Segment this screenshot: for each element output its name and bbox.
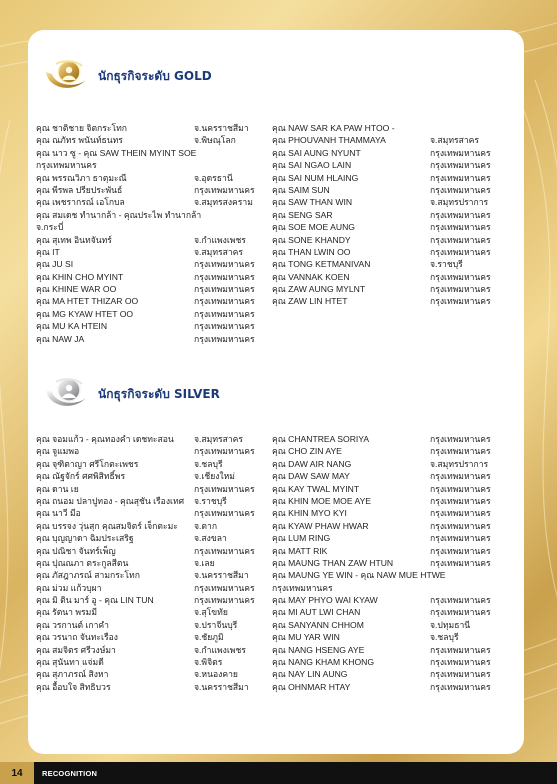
member-name: คุณ IT	[36, 246, 60, 257]
member-name: คุณ พรรณวิภา ธาตุมะณี	[36, 172, 127, 183]
silver-section-header	[42, 376, 220, 412]
member-province: จ.กำแพงเพชร	[194, 234, 246, 245]
list-item	[36, 606, 255, 618]
member-name: คุณ LUM RING	[272, 533, 331, 544]
member-name: คุณ ณภัทร พนันท์ธนทร	[36, 135, 123, 146]
member-province: กรุงเทพมหานคร	[194, 321, 255, 332]
list-item	[272, 606, 491, 618]
list-item	[272, 594, 491, 606]
member-province: กรุงเทพมหานคร	[430, 434, 491, 444]
list-item	[272, 246, 491, 258]
list-item	[36, 172, 255, 184]
member-province: จ.ราชบุรี	[194, 495, 227, 506]
member-name: คุณ ชาติชาย จิตกระโทก	[36, 123, 127, 133]
member-name: คุณ รัตนา พรมมี	[36, 607, 98, 618]
list-item	[36, 545, 255, 557]
list-item	[272, 644, 491, 656]
member-province: จ.พิจิตร	[194, 657, 223, 668]
member-province: กรุงเทพมหานคร	[430, 160, 491, 171]
member-name: คุณ THAN LWIN OO	[272, 246, 351, 257]
member-name: คุณ MAY PHYO WAI KYAW	[272, 595, 378, 606]
member-name: คุณ สุภาภรณ์ สิงหา	[36, 669, 109, 680]
member-province: กรุงเทพมหานคร	[430, 271, 491, 282]
member-province: กรุงเทพมหานคร	[430, 446, 491, 457]
member-name: คุณ วรนาถ จันทะเรือง	[36, 632, 118, 643]
list-item	[36, 134, 255, 146]
member-name: คุณ CHANTREA SORIYA	[272, 434, 370, 444]
list-item	[272, 258, 491, 270]
member-name: คุณ MAUNG YE WIN - คุณ NAW MUE HTWE	[272, 570, 446, 581]
member-province: กรุงเทพมหานคร	[430, 234, 491, 245]
member-name: คุณ MATT RIK	[272, 545, 328, 556]
member-name: คุณ พีรพล ปรียประพันธ์	[36, 184, 123, 195]
member-province: กรุงเทพมหานคร	[430, 533, 491, 544]
list-item	[36, 458, 255, 470]
member-province: จ.สุโขทัย	[194, 607, 228, 618]
list-item	[272, 184, 491, 196]
list-item	[272, 445, 491, 457]
member-province: กรุงเทพมหานคร	[430, 644, 491, 655]
member-province: จ.ราชบุรี	[430, 259, 463, 270]
member-name: คุณ KYAW PHAW HWAR	[272, 520, 369, 531]
member-name: คุณ MAUNG THAN ZAW HTUN	[272, 557, 394, 568]
list-item	[36, 681, 255, 693]
list-item	[36, 668, 255, 680]
member-name: คุณ KHIN MOE MOE AYE	[272, 495, 372, 506]
member-province: กรุงเทพมหานคร	[430, 184, 491, 195]
silver-left-list	[36, 433, 255, 693]
member-province: กรุงเทพมหานคร	[430, 483, 491, 494]
member-province: กรุงเทพมหานคร	[194, 184, 255, 195]
member-name: คุณ MU YAR WIN	[272, 632, 340, 643]
list-item	[272, 569, 491, 581]
member-name: คุณ CHO ZIN AYE	[272, 446, 342, 457]
member-name: คุณ NAW SAR KA PAW HTOO -	[272, 123, 395, 133]
member-province: กรุงเทพมหานคร	[194, 446, 255, 457]
list-item	[272, 532, 491, 544]
member-province: จ.อุดรธานี	[194, 172, 233, 183]
member-province: กรุงเทพมหานคร	[430, 595, 491, 606]
member-name: คุณ KHIN CHO MYINT	[36, 271, 124, 282]
member-province: จ.กำแพงเพชร	[194, 644, 246, 655]
member-province: กรุงเทพมหานคร	[194, 508, 255, 519]
gold-section-title: นักธุรกิจระดับ GOLD	[98, 68, 212, 83]
footer-label: RECOGNITION	[42, 768, 98, 778]
list-item	[36, 644, 255, 656]
list-item	[272, 656, 491, 668]
member-name: คุณ OHNMAR HTAY	[272, 681, 351, 692]
list-item	[272, 147, 491, 159]
member-name: คุณ NAY LIN AUNG	[272, 669, 348, 680]
member-province: จ.สมุทรปราการ	[430, 197, 489, 208]
member-province: จ.ชลบุรี	[430, 632, 459, 643]
list-item	[36, 234, 255, 246]
list-item	[36, 507, 255, 519]
list-item	[272, 470, 491, 482]
list-item	[272, 520, 491, 532]
member-province: กรุงเทพมหานคร	[430, 657, 491, 668]
member-province: กรุงเทพมหานคร	[430, 508, 491, 519]
member-province: กรุงเทพมหานคร	[194, 259, 255, 270]
member-name: คุณ เพชรากรณ์ เอโกบล	[36, 197, 125, 208]
member-name: คุณ SAI NGAO LAIN	[272, 160, 352, 171]
member-name: คุณ SANYANN CHHOM	[272, 619, 364, 630]
list-item	[272, 196, 491, 208]
member-province: กรุงเทพมหานคร	[430, 557, 491, 568]
member-name: คุณ MA HTET THIZAR OO	[36, 296, 139, 307]
list-item	[272, 234, 491, 246]
list-item	[36, 308, 255, 320]
member-name: คุณ ม่วม แก้วบุผา	[36, 582, 102, 593]
member-province: กรุงเทพมหานคร	[430, 681, 491, 692]
list-item	[36, 557, 255, 569]
member-name: คุณ KHINE WAR OO	[36, 284, 117, 295]
member-name: คุณ ZAW AUNG MYLNT	[272, 284, 366, 295]
list-item	[36, 209, 255, 221]
member-name: คุณ SAW THAN WIN	[272, 197, 353, 208]
member-name: คุณ สุเทพ อินทจันทร์	[36, 234, 112, 245]
list-item	[272, 495, 491, 507]
list-item	[36, 246, 255, 258]
member-province: กรุงเทพมหานคร	[194, 308, 255, 319]
list-item	[272, 582, 491, 594]
member-province: จ.เชียงใหม่	[194, 471, 235, 482]
member-name: คุณ จูแมพอ	[36, 446, 80, 457]
member-name: คุณ KAY TWAL MYINT	[272, 483, 360, 494]
silver-section-title: นักธุรกิจระดับ SILVER	[98, 386, 220, 401]
member-province: จ.สมุทรสาคร	[194, 434, 244, 444]
list-item	[36, 184, 255, 196]
list-item	[36, 159, 255, 171]
member-name: คุณ บรรจง วุ่นสุก คุณสมจิตร์ เจ็กตะมะ	[36, 520, 178, 531]
list-item	[272, 545, 491, 557]
member-name: คุณ มิ ติน มาร์ อู - คุณ LIN TUN	[36, 595, 154, 606]
member-name: คุณ ZAW LIN HTET	[272, 296, 348, 307]
member-name: คุณ PHOUVANH THAMMAYA	[272, 135, 386, 146]
list-item	[272, 631, 491, 643]
page-number: 14	[0, 762, 34, 784]
member-name: คุณ ถนอม ปลาปูทอง - คุณสุชัน เรืองเทศ	[36, 495, 185, 506]
member-province: จ.ชัยภูมิ	[194, 632, 224, 643]
member-province: จ.พิษณุโลก	[194, 135, 236, 146]
list-item	[36, 631, 255, 643]
list-item	[36, 594, 255, 606]
member-province: กรุงเทพมหานคร	[430, 222, 491, 233]
member-name: คุณ NAW JA	[36, 333, 85, 344]
member-province: จ.สมุทรสาคร	[430, 135, 480, 146]
list-item	[272, 271, 491, 283]
member-province: กรุงเทพมหานคร	[194, 271, 255, 282]
list-item	[272, 433, 491, 445]
silver-right-list	[272, 433, 491, 693]
list-item	[36, 582, 255, 594]
list-item	[36, 483, 255, 495]
list-item	[272, 668, 491, 680]
list-item	[272, 122, 491, 134]
member-name: คุณ อื้อบใจ สิทธิบวร	[36, 681, 111, 692]
list-item	[272, 209, 491, 221]
member-name: คุณ VANNAK KOEN	[272, 271, 350, 282]
member-province: กรุงเทพมหานคร	[430, 284, 491, 295]
member-province: จ.นครราชสีมา	[194, 570, 249, 581]
member-name: คุณ SOE MOE AUNG	[272, 222, 355, 233]
member-province: กรุงเทพมหานคร	[430, 296, 491, 307]
member-province: กรุงเทพมหานคร	[430, 471, 491, 482]
member-name: คุณ SAI AUNG NYUNT	[272, 147, 361, 158]
list-item	[36, 122, 255, 134]
member-name: คุณ จอมแก้ว - คุณทองคำ เดชทะสอน	[36, 434, 174, 444]
list-item	[272, 221, 491, 233]
list-item	[36, 532, 255, 544]
member-province: จ.นครราชสีมา	[194, 123, 249, 133]
member-province: กรุงเทพมหานคร	[430, 545, 491, 556]
member-province: กรุงเทพมหานคร	[430, 520, 491, 531]
member-name: คุณ DAW SAW MAY	[272, 471, 350, 482]
member-name: คุณ NANG HSENG AYE	[272, 644, 365, 655]
member-name: กรุงเทพมหานคร	[36, 160, 97, 171]
member-province: จ.สมุทรสาคร	[194, 246, 244, 257]
list-item	[36, 495, 255, 507]
list-item	[36, 258, 255, 270]
list-item	[36, 295, 255, 307]
member-name: กรุงเทพมหานคร	[272, 582, 333, 593]
member-province: กรุงเทพมหานคร	[430, 209, 491, 220]
gold-section-header	[42, 58, 212, 94]
member-province: กรุงเทพมหานคร	[194, 284, 255, 295]
member-name: คุณ DAW AIR NANG	[272, 458, 352, 469]
member-province: กรุงเทพมหานคร	[194, 296, 255, 307]
member-province: จ.ปทุมธานี	[430, 619, 471, 630]
list-item	[272, 172, 491, 184]
gold-right-list	[272, 122, 491, 308]
list-item	[36, 196, 255, 208]
list-item	[36, 470, 255, 482]
list-item	[36, 333, 255, 345]
list-item	[272, 681, 491, 693]
member-name: คุณ สุนันทา แจ่มดี	[36, 657, 104, 668]
silver-medal-icon	[42, 376, 94, 412]
list-item	[272, 619, 491, 631]
member-province: จ.หนองคาย	[194, 669, 238, 680]
member-province: จ.นครราชสีมา	[194, 681, 249, 692]
member-name: คุณ ปณิชา จันทร์เพ็ญ	[36, 545, 116, 556]
member-name: คุณ JU SI	[36, 259, 74, 270]
member-province: กรุงเทพมหานคร	[194, 333, 255, 344]
list-item	[36, 221, 255, 233]
list-item	[272, 507, 491, 519]
list-item	[272, 557, 491, 569]
member-name: คุณ TONG KETMANIVAN	[272, 259, 371, 270]
member-province: กรุงเทพมหานคร	[430, 246, 491, 257]
list-item	[36, 520, 255, 532]
member-name: คุณ จุฑิตาญา ศรีโกตะเพชร	[36, 458, 139, 469]
member-province: จ.สมุทรสงคราม	[194, 197, 253, 208]
list-item	[36, 656, 255, 668]
member-province: กรุงเทพมหานคร	[430, 607, 491, 618]
list-item	[272, 134, 491, 146]
member-name: จ.กระบี่	[36, 222, 64, 233]
member-name: คุณ นาว ซู - คุณ SAW THEIN MYINT SOE	[36, 147, 197, 158]
member-name: คุณ วรกานต์ เกาคำ	[36, 619, 109, 630]
member-province: จ.ชลบุรี	[194, 458, 223, 469]
list-item	[36, 283, 255, 295]
list-item	[36, 271, 255, 283]
member-name: คุณ SENG SAR	[272, 209, 333, 220]
member-province: จ.สงขลา	[194, 533, 227, 544]
member-province: จ.ปราจีนบุรี	[194, 619, 238, 630]
member-province: จ.เลย	[194, 557, 215, 568]
member-name: คุณ SONE KHANDY	[272, 234, 351, 245]
member-name: คุณ KHIN MYO KYI	[272, 508, 347, 519]
member-name: คุณ MG KYAW HTET OO	[36, 308, 134, 319]
list-item	[36, 445, 255, 457]
list-item	[272, 159, 491, 171]
member-name: คุณ ปุณณภา ตระกูลสีตน	[36, 557, 129, 568]
member-name: คุณ MI AUT LWI CHAN	[272, 607, 361, 618]
list-item	[36, 320, 255, 332]
member-province: กรุงเทพมหานคร	[194, 582, 255, 593]
list-item	[36, 569, 255, 581]
member-name: คุณ NANG KHAM KHONG	[272, 657, 375, 668]
gold-left-list	[36, 122, 255, 345]
member-name: คุณ สมเดช ทำนากล้า - คุณประไพ ทำนากล้า	[36, 209, 202, 220]
member-province: กรุงเทพมหานคร	[430, 147, 491, 158]
member-name: คุณ SAI NUM HLAING	[272, 172, 359, 183]
member-name: คุณ ดาน เย	[36, 483, 79, 494]
member-province: กรุงเทพมหานคร	[194, 483, 255, 494]
list-item	[272, 483, 491, 495]
member-province: กรุงเทพมหานคร	[430, 669, 491, 680]
member-name: คุณ ภัสฎาภรณ์ สามกระโทก	[36, 570, 140, 581]
member-name: คุณ MU KA HTEIN	[36, 321, 108, 332]
member-name: คุณ นาวี มีอ	[36, 508, 81, 519]
member-province: กรุงเทพมหานคร	[430, 172, 491, 183]
member-province: กรุงเทพมหานคร	[194, 595, 255, 606]
member-province: จ.สมุทรปราการ	[430, 458, 489, 469]
member-name: คุณ บุญญาดา ฉิมประเสริฐ	[36, 533, 134, 544]
list-item	[36, 619, 255, 631]
list-item	[272, 458, 491, 470]
gold-medal-icon	[42, 58, 94, 94]
member-province: จ.ตาก	[194, 520, 218, 531]
list-item	[36, 433, 255, 445]
member-name: คุณ SAIM SUN	[272, 184, 330, 195]
list-item	[272, 283, 491, 295]
list-item	[272, 295, 491, 307]
member-name: คุณ ณัฐจักร์ ศศพิสิทธิ์พร	[36, 471, 126, 482]
list-item	[36, 147, 255, 159]
member-province: กรุงเทพมหานคร	[430, 495, 491, 506]
member-province: กรุงเทพมหานคร	[194, 545, 255, 556]
member-name: คุณ สมจิตร ศรีวงษ์มา	[36, 644, 116, 655]
